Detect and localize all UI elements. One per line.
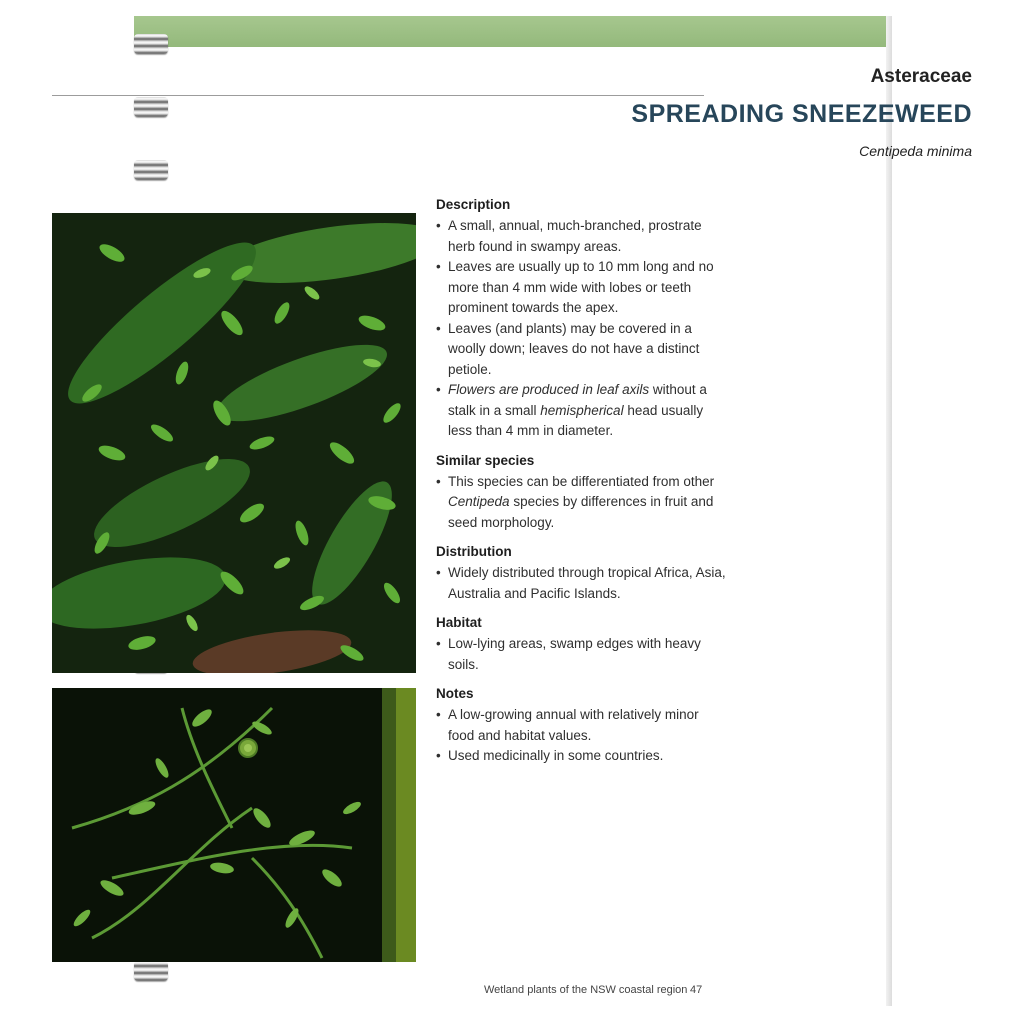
text: species by differences in fruit and seed morphology. — [448, 494, 714, 530]
spiral-ring — [130, 97, 172, 119]
notes-section — [436, 685, 726, 767]
section-title: Description — [436, 197, 511, 212]
notes-list — [436, 705, 726, 767]
list-item: • Widely distributed through tropical Africa, Asia, Australia and Pacific Islands. — [436, 563, 726, 604]
footer-book-title: Wetland plants of the NSW coastal region — [484, 984, 688, 996]
list-item — [436, 380, 726, 442]
list-item: • Low-lying areas, swamp edges with heavy soils. — [436, 634, 726, 675]
list-item: • A low-growing annual with relatively minor food and habitat values. — [436, 705, 726, 746]
spiral-ring — [130, 34, 172, 56]
family-name: Asteraceae — [870, 66, 972, 87]
list-item: • A small, annual, much-branched, prostrate herb found in swampy areas. — [436, 216, 726, 257]
text: This species can be differentiated from other — [448, 473, 715, 489]
flowerhead-photo — [52, 688, 416, 962]
similar-species-section — [436, 452, 726, 534]
spiral-ring — [130, 961, 172, 983]
distribution-list — [436, 563, 726, 604]
section-title: Similar species — [436, 452, 535, 468]
description-list — [436, 216, 726, 442]
habitat-list — [436, 634, 726, 675]
text: without a stalk in a small — [448, 382, 707, 418]
italic-text: Centipeda — [448, 494, 510, 509]
italic-text: hemispherical — [540, 402, 624, 418]
common-name-title: SPREADING SNEEZEWEED — [631, 100, 972, 128]
text-column — [436, 196, 726, 777]
scientific-name: Centipeda minima — [859, 143, 972, 159]
spiral-ring-wire — [134, 34, 168, 54]
foliage-photo — [52, 213, 416, 673]
page-edge — [886, 16, 892, 1006]
spiral-ring — [130, 160, 172, 182]
similar-list — [436, 472, 726, 534]
section-title: Distribution — [436, 544, 512, 559]
spiral-ring-wire — [134, 160, 168, 180]
page-header-band — [134, 16, 890, 47]
footer-page-number: 47 — [690, 984, 703, 996]
list-item: • Used medicinally in some countries. — [436, 746, 726, 767]
text: head usually less than 4 mm in diameter. — [448, 402, 704, 438]
habitat-section — [436, 614, 726, 675]
list-item: • Leaves are usually up to 10 mm long and no more than 4 mm wide with lobes or teeth prominent towards the apex. — [436, 257, 726, 319]
list-item — [436, 472, 726, 534]
distribution-section — [436, 543, 726, 604]
section-title: Habitat — [436, 615, 482, 630]
section-title: Notes — [436, 686, 474, 701]
header-rule — [52, 95, 704, 96]
list-item: • Leaves (and plants) may be covered in a woolly down; leaves do not have a distinct petiole. — [436, 319, 726, 381]
spiral-ring-wire — [134, 961, 168, 981]
italic-text: Flowers are produced in leaf axils — [448, 382, 650, 397]
spiral-ring-wire — [134, 97, 168, 117]
description-section — [436, 196, 726, 442]
